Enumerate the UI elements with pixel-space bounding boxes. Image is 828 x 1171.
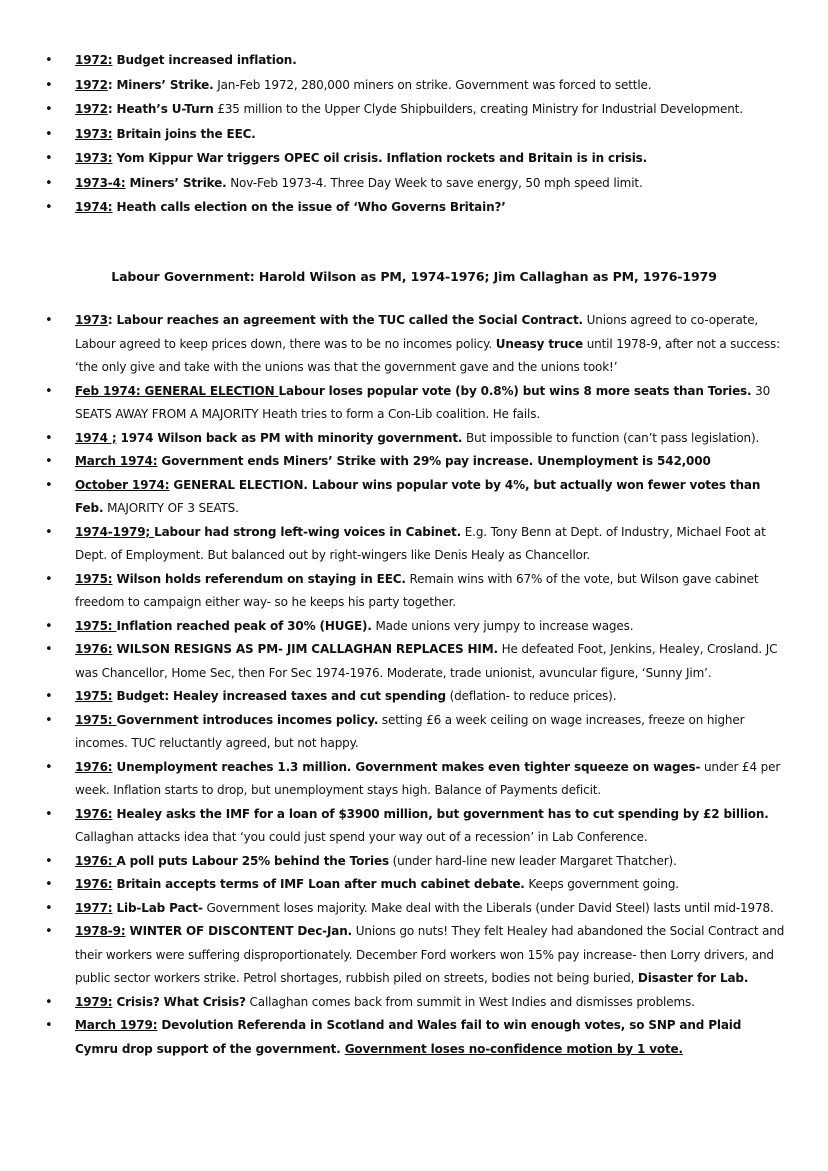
item-date: 1976: — [75, 877, 113, 891]
item-headline: Lib-Lab Pact- — [112, 900, 203, 915]
list-item — [0, 568, 828, 615]
list-item — [0, 450, 828, 474]
item-headline: : Miners’ Strike. — [107, 77, 214, 92]
list-item — [0, 920, 828, 991]
item-text: Callaghan comes back from summit in West Indies and dismisses problems. — [245, 994, 695, 1009]
item-headline: Healey asks the IMF for a loan of $3900 million, but government has to cut spending by £2 billion. — [112, 806, 769, 821]
item-date: March 1979: — [75, 1018, 158, 1032]
list-item — [0, 147, 828, 171]
item-date: 1976: — [75, 642, 113, 656]
section-heading: Labour Government: Harold Wilson as PM, 1974-1976; Jim Callaghan as PM, 1976-1979 — [111, 269, 717, 284]
item-text: MAJORITY OF 3 SEATS. — [103, 501, 239, 515]
item-headline: Inflation reached peak of 30% (HUGE). — [116, 618, 372, 633]
item-text: 30 SEATS AWAY FROM A MAJORITY Heath tries to form a Con-Lib coalition. He fails. — [75, 383, 771, 421]
item-date: Feb 1974: GENERAL ELECTION — [75, 383, 279, 398]
item-headline: A poll puts Labour 25% behind the Tories — [116, 853, 389, 868]
item-headline: Britain joins the EEC. — [112, 126, 256, 141]
item-date: 1977: — [75, 900, 113, 915]
item-text: £35 million to the Upper Clyde Shipbuilders, creating Ministry for Industrial Development. — [213, 102, 743, 116]
item-text: (under hard-line new leader Margaret Thatcher). — [388, 853, 677, 868]
item-date: 1974-1979; — [75, 524, 155, 539]
item-text: under £4 per week. Inflation starts to drop, but unemployment stays high. Balance of Payments deficit. — [75, 759, 781, 797]
item-date: 1973 — [75, 313, 108, 327]
item-headline: Britain accepts terms of IMF Loan after much cabinet debate. — [112, 877, 525, 891]
item-date: 1972 — [75, 102, 108, 116]
item-date: 1975: — [75, 618, 117, 633]
item-headline: Government ends Miners’ Strike with 29% pay increase. Unemployment is 542,000 — [157, 454, 711, 468]
item-date: 1975: — [75, 571, 113, 586]
item-headline: Wilson holds referendum on staying in EEC. — [112, 571, 406, 586]
list-item — [0, 172, 828, 196]
item-text: Jan-Feb 1972, 280,000 miners on strike. Government was forced to settle. — [213, 77, 652, 92]
list-item — [0, 474, 828, 521]
item-headline: Government introduces incomes policy. — [116, 712, 379, 727]
item-date: 1975: — [75, 712, 117, 727]
item-date: 1978-9: — [75, 924, 126, 938]
item-text: setting £6 a week ceiling on wage increases, freeze on higher incomes. TUC reluctantly agreed, but not happy. — [75, 712, 745, 750]
item-text: Nov-Feb 1973-4. Three Day Week to save energy, 50 mph speed limit. — [226, 175, 643, 190]
heath-government-list — [0, 49, 828, 221]
item-date: 1973-4: — [75, 175, 126, 190]
list-item — [0, 74, 828, 98]
labour-government-list — [0, 309, 828, 1061]
item-headline: Devolution Referenda in Scotland and Wales fail to win enough votes, so SNP and Plaid Cymru drop support of the government. — [75, 1018, 742, 1056]
item-text: Made unions very jumpy to increase wages. — [371, 618, 634, 633]
item-date: 1972 — [75, 77, 108, 92]
item-headline: Crisis? What Crisis? — [112, 994, 246, 1009]
list-item — [0, 380, 828, 427]
item-text-continued: until 1978-9, after not a success: ‘the only give and take with the unions was that the government gave and the unions took!’ — [75, 336, 780, 374]
item-emphasis: Uneasy truce — [495, 336, 584, 351]
item-date: March 1974: — [75, 454, 158, 468]
item-headline: Miners’ Strike. — [125, 175, 227, 190]
item-date: October 1974: — [75, 477, 170, 492]
list-item — [0, 196, 828, 220]
item-date: 1976: — [75, 853, 117, 868]
item-text: Remain wins with 67% of the vote, but Wilson gave cabinet freedom to campaign either way- so he keeps his party together. — [75, 571, 759, 609]
list-item — [0, 49, 828, 73]
list-item — [0, 991, 828, 1015]
item-headline: Budget: Healey increased taxes and cut spending — [112, 689, 446, 703]
item-headline: WILSON RESIGNS AS PM- JIM CALLAGHAN REPLACES HIM. — [112, 642, 498, 656]
item-date: 1974 ; — [75, 430, 117, 445]
item-headline: 1974 Wilson back as PM with minority government. — [116, 430, 463, 445]
list-item — [0, 897, 828, 921]
item-text: Keeps government going. — [524, 877, 679, 891]
item-headline: Labour loses popular vote (by 0.8%) but wins 8 more seats than Tories. — [278, 383, 752, 398]
item-headline: Heath calls election on the issue of ‘Who Governs Britain?’ — [112, 200, 506, 214]
item-date: 1973: — [75, 151, 113, 165]
list-item — [0, 803, 828, 850]
item-text: Callaghan attacks idea that ‘you could just spend your way out of a recession’ in Lab Conference. — [75, 830, 648, 844]
item-headline: WINTER OF DISCONTENT Dec-Jan. — [125, 924, 353, 938]
item-headline: GENERAL ELECTION. Labour wins popular vote by 4%, but actually won fewer votes than Feb. — [75, 477, 761, 515]
list-item — [0, 709, 828, 756]
list-item — [0, 873, 828, 897]
item-text: Unions agreed to co-operate, Labour agreed to keep prices down, there was to be no incomes policy. — [75, 313, 759, 351]
list-item — [0, 427, 828, 451]
list-item — [0, 309, 828, 380]
item-headline: Yom Kippur War triggers OPEC oil crisis. Inflation rockets and Britain is in crisis. — [112, 151, 648, 165]
list-item — [0, 615, 828, 639]
list-item — [0, 850, 828, 874]
item-headline: Unemployment reaches 1.3 million. Government makes even tighter squeeze on wages- — [112, 759, 701, 774]
item-text: Government loses majority. Make deal with the Liberals (under David Steel) lasts until mid-1978. — [202, 900, 774, 915]
list-item — [0, 1014, 828, 1061]
item-date: 1973: — [75, 126, 113, 141]
item-date: 1974: — [75, 200, 113, 214]
item-text: He defeated Foot, Jenkins, Healey, Crosland. JC was Chancellor, Home Sec, then For Sec 1974-1976. Moderate, trade unionist, avuncular figure, ‘Sunny Jim’. — [75, 642, 778, 680]
item-date: 1972: — [75, 53, 113, 67]
item-headline: Budget increased inflation. — [112, 53, 297, 67]
item-date: 1976: — [75, 806, 113, 821]
item-text: But impossible to function (can’t pass legislation). — [462, 430, 760, 445]
list-item — [0, 521, 828, 568]
list-item — [0, 98, 828, 122]
list-item — [0, 756, 828, 803]
item-date: 1979: — [75, 994, 113, 1009]
item-date: 1975: — [75, 689, 113, 703]
item-date: 1976: — [75, 759, 113, 774]
list-item — [0, 685, 828, 709]
item-text: Unions go nuts! They felt Healey had abandoned the Social Contract and their workers were suffering disproportionately. December Ford workers won 15% pay increase- then Lorry drivers, and public sector workers strike. Petrol shortages, rubbish piled on streets, bodies not being buried, — [75, 924, 785, 985]
item-emphasis: Disaster for Lab. — [637, 971, 749, 985]
item-text: (deflation- to reduce prices). — [445, 689, 617, 703]
item-headline: : Heath’s U-Turn — [107, 102, 214, 116]
item-headline: : Labour reaches an agreement with the TUC called the Social Contract. — [107, 313, 583, 327]
item-text: E.g. Tony Benn at Dept. of Industry, Michael Foot at Dept. of Employment. But balanced out by right-wingers like Denis Healy as Chancellor. — [75, 524, 766, 562]
item-conclusion: Government loses no-confidence motion by 1 vote. — [344, 1041, 683, 1056]
list-item — [0, 638, 828, 685]
item-headline: Labour had strong left-wing voices in Cabinet. — [154, 524, 462, 539]
list-item — [0, 123, 828, 147]
